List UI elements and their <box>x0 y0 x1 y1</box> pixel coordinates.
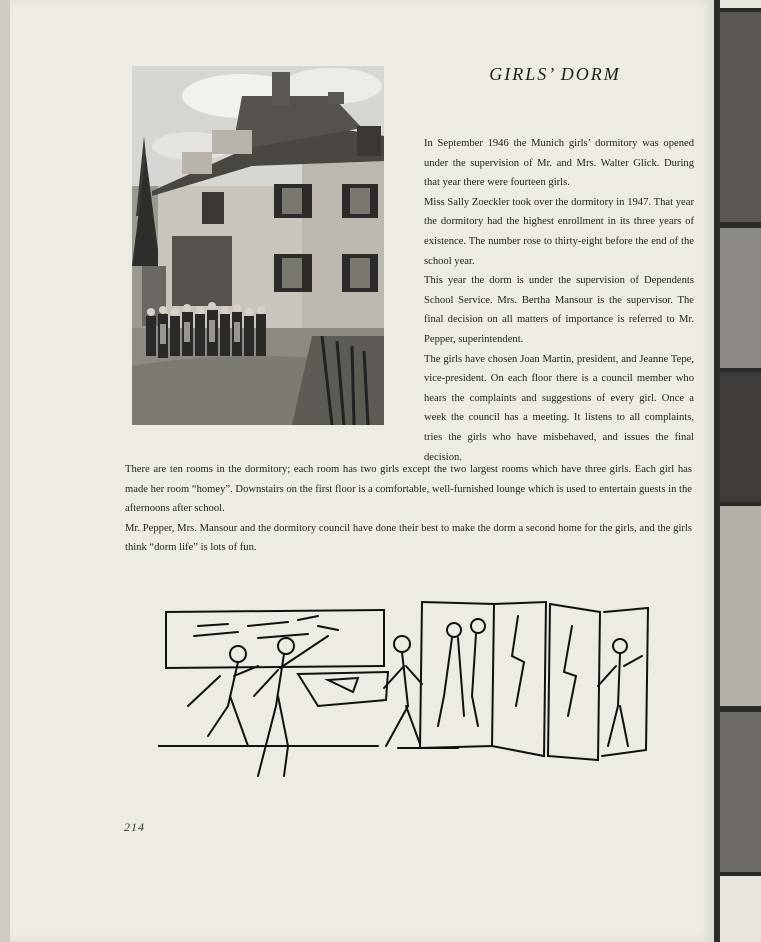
adjacent-page-margin <box>720 876 761 942</box>
adjacent-photo-dark <box>720 372 761 502</box>
paragraph-supervision: This year the dorm is under the supervision of Dependents School Service. Mrs. Bertha Mansour is the supervisor. The final decision on all matters of importance is referred to Mr. Pepper, superintendent. <box>424 275 694 345</box>
adjacent-photo-light <box>720 506 761 706</box>
paragraph-enrollment: Miss Sally Zoeckler took over the dormitory in 1947. That year the dormitory had the highest enrollment in its three years of existence. The number rose to thirty-eight before the end of the school year. <box>424 196 694 267</box>
yearbook-page <box>10 0 714 942</box>
page-number: 214 <box>124 820 145 834</box>
adjacent-photo-top <box>720 12 761 222</box>
intro-column <box>424 134 694 467</box>
adjacent-page-strip <box>720 0 761 8</box>
adjacent-photo-bottom <box>720 712 761 872</box>
dormitory-photo-image <box>132 66 384 425</box>
page-title: GIRLS’ DORM <box>489 64 621 84</box>
adjacent-page-edge <box>714 0 761 942</box>
dorm-life-sketch <box>158 596 654 786</box>
paragraph-council: The girls have chosen Joan Martin, president, and Jeanne Tepe, vice-president. On each floor there is a council member who hears the complaints and suggestions of every girl. Once a week the council has a meeting. It listens to all complaints, tries the girls who have misbehaved, and issues the final decision. <box>424 353 694 463</box>
paragraph-closing: Mr. Pepper, Mrs. Mansour and the dormitory council have done their best to make the dorm a second home for the girls, and the girls think “dorm life” is lots of fun. <box>125 522 692 554</box>
paragraph-rooms: There are ten rooms in the dormitory; each room has two girls except the two largest rooms which have three girls. Each girl has made her room “homey”. Downstairs on the first floor is a comfortable, well-furnished lounge which is used to entertain guests in the afternoons after school. <box>125 464 692 515</box>
paragraph-history: In September 1946 the Munich girls’ dormitory was opened under the supervision of Mr. and Mrs. Walter Glick. During that year there were fourteen girls. <box>424 138 694 189</box>
adjacent-photo-middle <box>720 228 761 368</box>
sketch-illustration <box>158 596 654 786</box>
dormitory-photo <box>132 66 384 425</box>
full-width-text <box>125 460 692 558</box>
